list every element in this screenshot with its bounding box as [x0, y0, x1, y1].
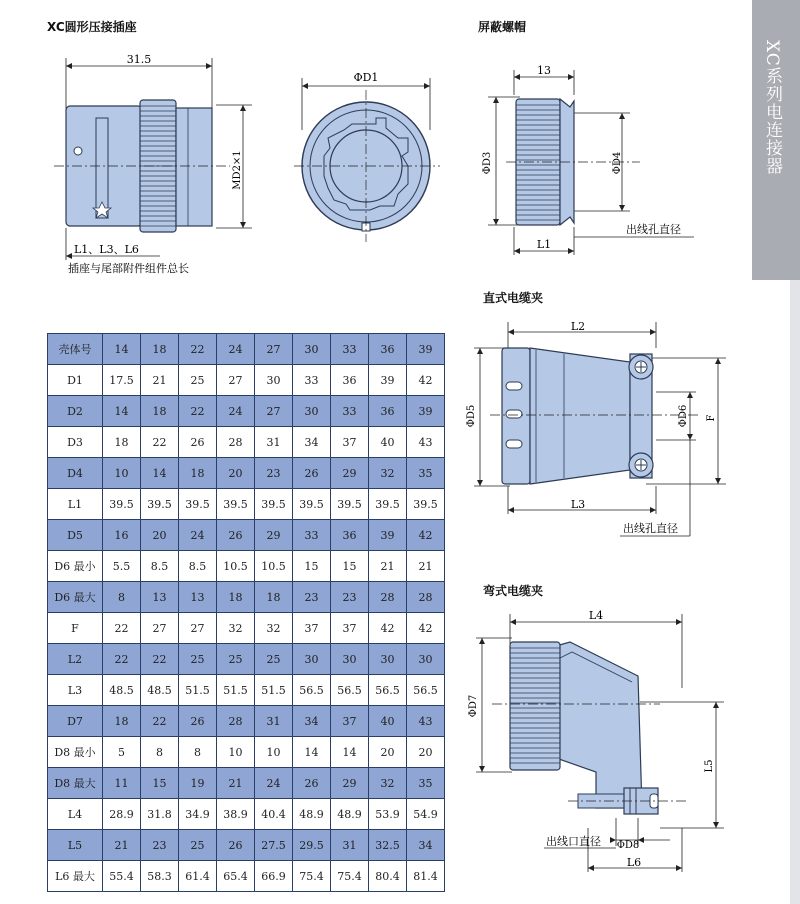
table-cell: 75.4	[331, 861, 369, 892]
straight-f-label: F	[706, 414, 717, 422]
table-cell: 24	[217, 396, 255, 427]
row-label: D8 最小	[48, 737, 103, 768]
row-label: D1	[48, 365, 103, 396]
table-cell: 25	[179, 644, 217, 675]
table-cell: 26	[217, 830, 255, 861]
table-cell: 8.5	[141, 551, 179, 582]
table-cell: 39.5	[217, 489, 255, 520]
table-cell: 40.4	[255, 799, 293, 830]
table-cell: 18	[255, 582, 293, 613]
table-cell: 54.9	[407, 799, 445, 830]
table-cell: 43	[407, 427, 445, 458]
table-cell: 32	[369, 768, 407, 799]
row-label: D4	[48, 458, 103, 489]
socket-thread-label: MD2×1	[232, 150, 243, 190]
table-cell: 39.5	[141, 489, 179, 520]
table-row	[48, 458, 445, 489]
table-row	[48, 334, 445, 365]
table-cell: 18	[217, 582, 255, 613]
table-row	[48, 489, 445, 520]
table-cell: 25	[179, 830, 217, 861]
socket-front-drawing	[290, 60, 450, 250]
table-cell: 30	[369, 644, 407, 675]
table-cell: 56.5	[331, 675, 369, 706]
table-cell: 39.5	[103, 489, 141, 520]
straight-clamp-drawing	[460, 318, 730, 550]
table-cell: 40	[369, 427, 407, 458]
table-row	[48, 706, 445, 737]
table-cell: 33	[293, 520, 331, 551]
table-cell: 13	[141, 582, 179, 613]
table-cell: 81.4	[407, 861, 445, 892]
table-cell: 8	[103, 582, 141, 613]
row-label: D6 最大	[48, 582, 103, 613]
table-cell: 24	[255, 768, 293, 799]
table-row	[48, 582, 445, 613]
table-cell: 39.5	[179, 489, 217, 520]
table-cell: 34.9	[179, 799, 217, 830]
row-label: F	[48, 613, 103, 644]
table-cell: 28	[369, 582, 407, 613]
table-cell: 56.5	[369, 675, 407, 706]
table-cell: 8	[141, 737, 179, 768]
table-cell: 11	[103, 768, 141, 799]
table-cell: 37	[331, 613, 369, 644]
table-cell: 14	[331, 737, 369, 768]
table-cell: 51.5	[255, 675, 293, 706]
table-cell: 29	[331, 458, 369, 489]
table-cell: 30	[293, 644, 331, 675]
table-row	[48, 396, 445, 427]
cap-width-label: 13	[537, 64, 551, 77]
table-cell: 22	[141, 706, 179, 737]
table-cell: 20	[217, 458, 255, 489]
table-cell: 14	[141, 458, 179, 489]
table-cell: 58.3	[141, 861, 179, 892]
table-cell: 23	[141, 830, 179, 861]
table-cell: 39	[369, 365, 407, 396]
table-cell: 42	[407, 520, 445, 551]
angled-l6-label: L6	[626, 856, 642, 869]
table-cell: 23	[331, 582, 369, 613]
table-cell: 36	[369, 396, 407, 427]
table-cell: 39.5	[407, 489, 445, 520]
table-cell: 18	[141, 396, 179, 427]
table-cell: 48.5	[141, 675, 179, 706]
table-cell: 39.5	[331, 489, 369, 520]
table-cell: 23	[255, 458, 293, 489]
table-cell: 10	[255, 737, 293, 768]
table-row	[48, 365, 445, 396]
table-cell: 39	[369, 520, 407, 551]
socket-side-drawing	[40, 50, 260, 280]
straight-d5-label: ΦD5	[466, 404, 477, 428]
table-cell: 56.5	[293, 675, 331, 706]
angled-d7-label: ΦD7	[468, 694, 479, 718]
table-cell: 29.5	[293, 830, 331, 861]
table-row	[48, 613, 445, 644]
table-cell: 39	[407, 334, 445, 365]
table-cell: 48.5	[103, 675, 141, 706]
table-cell: 14	[293, 737, 331, 768]
table-cell: 25	[255, 644, 293, 675]
table-row	[48, 551, 445, 582]
table-cell: 26	[179, 427, 217, 458]
table-cell: 34	[407, 830, 445, 861]
table-cell: 39.5	[255, 489, 293, 520]
table-cell: 22	[141, 644, 179, 675]
table-cell: 27	[217, 365, 255, 396]
table-cell: 31	[331, 830, 369, 861]
table-cell: 18	[103, 706, 141, 737]
table-cell: 43	[407, 706, 445, 737]
table-cell: 37	[293, 613, 331, 644]
angled-clamp-drawing	[460, 608, 730, 880]
table-cell: 20	[141, 520, 179, 551]
table-cell: 22	[179, 334, 217, 365]
table-cell: 38.9	[217, 799, 255, 830]
row-label: L4	[48, 799, 103, 830]
table-cell: 75.4	[293, 861, 331, 892]
table-row	[48, 644, 445, 675]
table-cell: 21	[141, 365, 179, 396]
table-cell: 42	[407, 613, 445, 644]
table-cell: 66.9	[255, 861, 293, 892]
table-cell: 21	[217, 768, 255, 799]
table-cell: 51.5	[179, 675, 217, 706]
cap-hole-label: 出线孔直径	[626, 223, 681, 236]
row-label: 壳体号	[48, 334, 103, 365]
table-row	[48, 520, 445, 551]
table-cell: 18	[179, 458, 217, 489]
table-cell: 36	[331, 365, 369, 396]
table-cell: 26	[217, 520, 255, 551]
table-row	[48, 861, 445, 892]
table-cell: 25	[179, 365, 217, 396]
table-cell: 40	[369, 706, 407, 737]
table-cell: 22	[141, 427, 179, 458]
table-cell: 30	[331, 644, 369, 675]
table-cell: 27	[255, 396, 293, 427]
table-cell: 10.5	[255, 551, 293, 582]
table-cell: 56.5	[407, 675, 445, 706]
table-cell: 15	[331, 551, 369, 582]
row-label: D5	[48, 520, 103, 551]
angled-l5-label: L5	[704, 759, 715, 773]
row-label: L6 最大	[48, 861, 103, 892]
series-label: XC系列电连接器	[762, 40, 782, 175]
cap-d3-label: ΦD3	[482, 151, 493, 175]
row-label: D8 最大	[48, 768, 103, 799]
table-cell: 27.5	[255, 830, 293, 861]
table-cell: 27	[179, 613, 217, 644]
table-cell: 13	[179, 582, 217, 613]
table-cell: 22	[103, 613, 141, 644]
table-cell: 16	[103, 520, 141, 551]
front-d1-label: ΦD1	[353, 71, 379, 84]
angled-clamp-title: 弯式电缆夹	[483, 584, 544, 598]
socket-total-note: 插座与尾部附件组件总长	[68, 262, 189, 275]
row-label: D3	[48, 427, 103, 458]
table-cell: 15	[293, 551, 331, 582]
table-cell: 23	[293, 582, 331, 613]
table-cell: 33	[331, 334, 369, 365]
row-label: D2	[48, 396, 103, 427]
table-cell: 36	[369, 334, 407, 365]
table-cell: 18	[103, 427, 141, 458]
table-cell: 30	[255, 365, 293, 396]
table-cell: 21	[407, 551, 445, 582]
table-cell: 5	[103, 737, 141, 768]
table-cell: 20	[369, 737, 407, 768]
table-cell: 42	[407, 365, 445, 396]
table-cell: 28	[217, 706, 255, 737]
angled-hole-label: 出线口直径	[546, 835, 601, 848]
table-cell: 36	[331, 520, 369, 551]
table-cell: 14	[103, 334, 141, 365]
table-cell: 30	[293, 334, 331, 365]
table-cell: 10	[217, 737, 255, 768]
table-cell: 39.5	[369, 489, 407, 520]
table-row	[48, 799, 445, 830]
straight-l3-label: L3	[570, 498, 586, 511]
table-cell: 34	[293, 427, 331, 458]
table-cell: 31	[255, 427, 293, 458]
spec-table	[47, 333, 445, 892]
table-cell: 37	[331, 706, 369, 737]
angled-l4-label: L4	[588, 609, 604, 622]
socket-title: XC圆形压接插座	[47, 20, 137, 34]
table-row	[48, 737, 445, 768]
table-cell: 32	[217, 613, 255, 644]
table-cell: 33	[331, 396, 369, 427]
table-cell: 32	[255, 613, 293, 644]
shield-cap-drawing	[470, 55, 710, 260]
table-cell: 24	[179, 520, 217, 551]
row-label: D6 最小	[48, 551, 103, 582]
table-row	[48, 427, 445, 458]
table-cell: 61.4	[179, 861, 217, 892]
table-cell: 31	[255, 706, 293, 737]
table-cell: 80.4	[369, 861, 407, 892]
table-cell: 37	[331, 427, 369, 458]
table-cell: 28	[407, 582, 445, 613]
table-cell: 39	[407, 396, 445, 427]
table-cell: 27	[255, 334, 293, 365]
table-cell: 22	[103, 644, 141, 675]
table-cell: 17.5	[103, 365, 141, 396]
table-cell: 33	[293, 365, 331, 396]
table-cell: 21	[369, 551, 407, 582]
straight-hole-label: 出线孔直径	[623, 522, 678, 535]
table-cell: 32	[369, 458, 407, 489]
table-cell: 32.5	[369, 830, 407, 861]
table-cell: 35	[407, 458, 445, 489]
cap-title: 屏蔽螺帽	[478, 20, 527, 34]
straight-d6-label: ΦD6	[678, 404, 689, 428]
table-cell: 39.5	[293, 489, 331, 520]
table-cell: 34	[293, 706, 331, 737]
table-cell: 30	[293, 396, 331, 427]
row-label: L3	[48, 675, 103, 706]
row-label: L5	[48, 830, 103, 861]
table-cell: 8	[179, 737, 217, 768]
table-cell: 48.9	[293, 799, 331, 830]
socket-length-label: 31.5	[126, 53, 152, 66]
table-cell: 51.5	[217, 675, 255, 706]
table-cell: 31.8	[141, 799, 179, 830]
row-label: D7	[48, 706, 103, 737]
angled-d8-label: ΦD8	[616, 840, 640, 851]
table-row	[48, 830, 445, 861]
table-cell: 24	[217, 334, 255, 365]
table-cell: 10	[103, 458, 141, 489]
table-cell: 20	[407, 737, 445, 768]
straight-clamp-title: 直式电缆夹	[483, 291, 544, 305]
table-cell: 28	[217, 427, 255, 458]
table-cell: 42	[369, 613, 407, 644]
table-cell: 53.9	[369, 799, 407, 830]
row-label: L2	[48, 644, 103, 675]
table-cell: 22	[179, 396, 217, 427]
table-cell: 15	[141, 768, 179, 799]
table-cell: 27	[141, 613, 179, 644]
table-cell: 19	[179, 768, 217, 799]
table-cell: 28.9	[103, 799, 141, 830]
table-cell: 25	[217, 644, 255, 675]
table-row	[48, 768, 445, 799]
straight-l2-label: L2	[570, 320, 586, 333]
table-cell: 65.4	[217, 861, 255, 892]
row-label: L1	[48, 489, 103, 520]
table-cell: 26	[293, 458, 331, 489]
table-cell: 29	[331, 768, 369, 799]
table-cell: 21	[103, 830, 141, 861]
table-row	[48, 675, 445, 706]
table-cell: 30	[407, 644, 445, 675]
table-cell: 48.9	[331, 799, 369, 830]
table-cell: 8.5	[179, 551, 217, 582]
table-cell: 18	[141, 334, 179, 365]
table-cell: 35	[407, 768, 445, 799]
cap-l1-label: L1	[536, 238, 552, 251]
table-cell: 29	[255, 520, 293, 551]
table-cell: 5.5	[103, 551, 141, 582]
table-cell: 14	[103, 396, 141, 427]
cap-d4-label: ΦD4	[612, 151, 623, 175]
table-cell: 26	[293, 768, 331, 799]
table-cell: 55.4	[103, 861, 141, 892]
table-cell: 10.5	[217, 551, 255, 582]
table-cell: 26	[179, 706, 217, 737]
socket-total-label: L1、L3、L6	[74, 243, 139, 256]
